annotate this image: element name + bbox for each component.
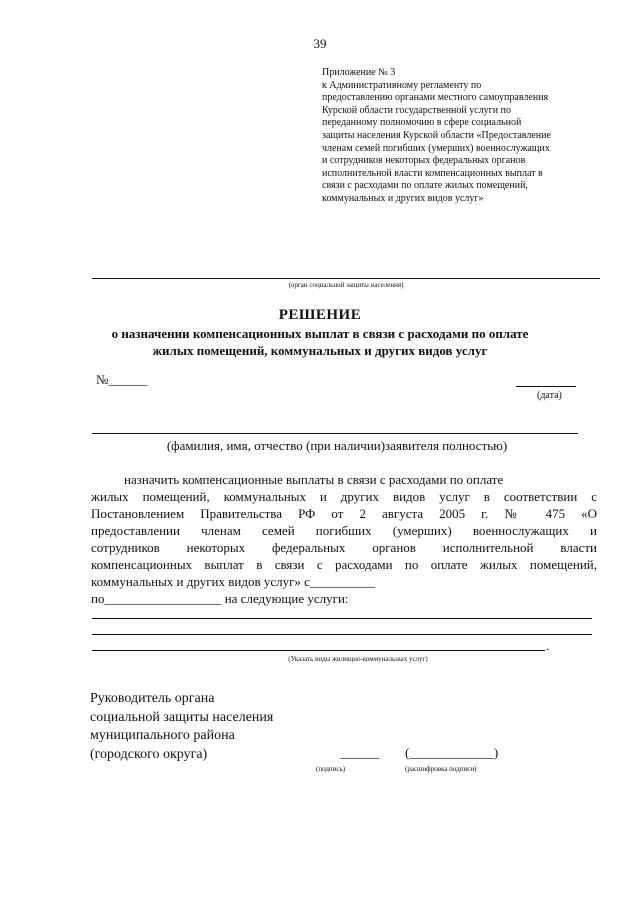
appendix-line: членам семей погибших (умерших) военнослужащих — [322, 142, 550, 154]
services-end-dot: . — [546, 638, 550, 653]
services-line-1 — [92, 618, 592, 619]
appendix-line: к Административному регламенту по — [322, 79, 482, 91]
decision-title: РЕШЕНИЕ — [278, 307, 362, 323]
signature-blank: ______ — [340, 745, 379, 760]
body-line-4: предоставлении членам семей погибших (умерших) военнослужащих и — [91, 523, 597, 538]
services-caption: (Указать виды жилищно-коммунальных услуг) — [288, 655, 428, 663]
date-caption: (дата) — [537, 390, 562, 401]
signatory-line: социальной защиты населения — [90, 709, 274, 725]
services-line-2 — [92, 634, 592, 635]
appendix-line: Приложение № 3 — [322, 67, 396, 78]
services-line-3 — [92, 650, 545, 651]
body-line-1: назначить компенсационные выплаты в связи с расходами по оплате — [124, 472, 504, 487]
signatory-line: Руководитель органа — [90, 691, 215, 706]
appendix-line: и сотрудников некоторых федеральных органов — [322, 155, 526, 167]
body-line-2: жилых помещений, коммунальных и других видов услуг в соответствии с — [91, 489, 597, 504]
date-line — [516, 386, 576, 387]
organ-line — [92, 278, 600, 279]
signatory-title — [90, 690, 273, 764]
body-line-3: Постановлением Правительства РФ от 2 августа 2005 г. № 475 «О — [91, 506, 597, 521]
appendix-line: связи с расходами по оплате жилых помещений, — [322, 180, 528, 192]
fio-caption: (фамилия, имя, отчество (при наличии)заявителя полностью) — [166, 438, 508, 453]
fio-line — [92, 433, 578, 434]
decision-number-field: №______ — [96, 372, 148, 387]
body-line-8: по__________________ на следующие услуги: — [91, 591, 349, 606]
appendix-line: исполнительной власти компенсационных выплат в — [322, 167, 543, 179]
decision-subtitle-line-2: жилых помещений, коммунальных и других видов услуг — [152, 343, 488, 358]
signatory-line: муниципального района — [90, 728, 235, 743]
decision-subtitle-line-1: о назначении компенсационных выплат в связи с расходами по оплате — [111, 326, 529, 341]
body-line-5: сотрудников некоторых федеральных органов исполнительной власти — [91, 540, 597, 555]
page-number: 39 — [313, 36, 327, 51]
signature-caption: (подпись) — [316, 765, 346, 773]
organ-caption: (орган социальной защиты населения) — [288, 281, 404, 289]
appendix-block — [322, 67, 612, 206]
appendix-line: предоставлению органами местного самоуправления — [322, 92, 549, 104]
appendix-line: коммунальных и других видов услуг» — [322, 192, 484, 204]
signatory-line: (городского округа) — [90, 746, 208, 762]
appendix-line: Курской области государственной услуги по — [322, 104, 511, 116]
appendix-line: защиты населения Курской области «Предоставление — [322, 129, 551, 141]
signature-decode-blank: (_____________) — [405, 745, 499, 760]
signature-decode-caption: (расшифровка подписи) — [405, 765, 477, 773]
body-line-6: компенсационных выплат в связи с расходами по оплате жилых помещений, — [91, 557, 597, 572]
appendix-line: переданному полномочию в сфере социальной — [322, 117, 522, 129]
body-line-7: коммунальных и других видов услуг» с__________ — [91, 574, 375, 589]
